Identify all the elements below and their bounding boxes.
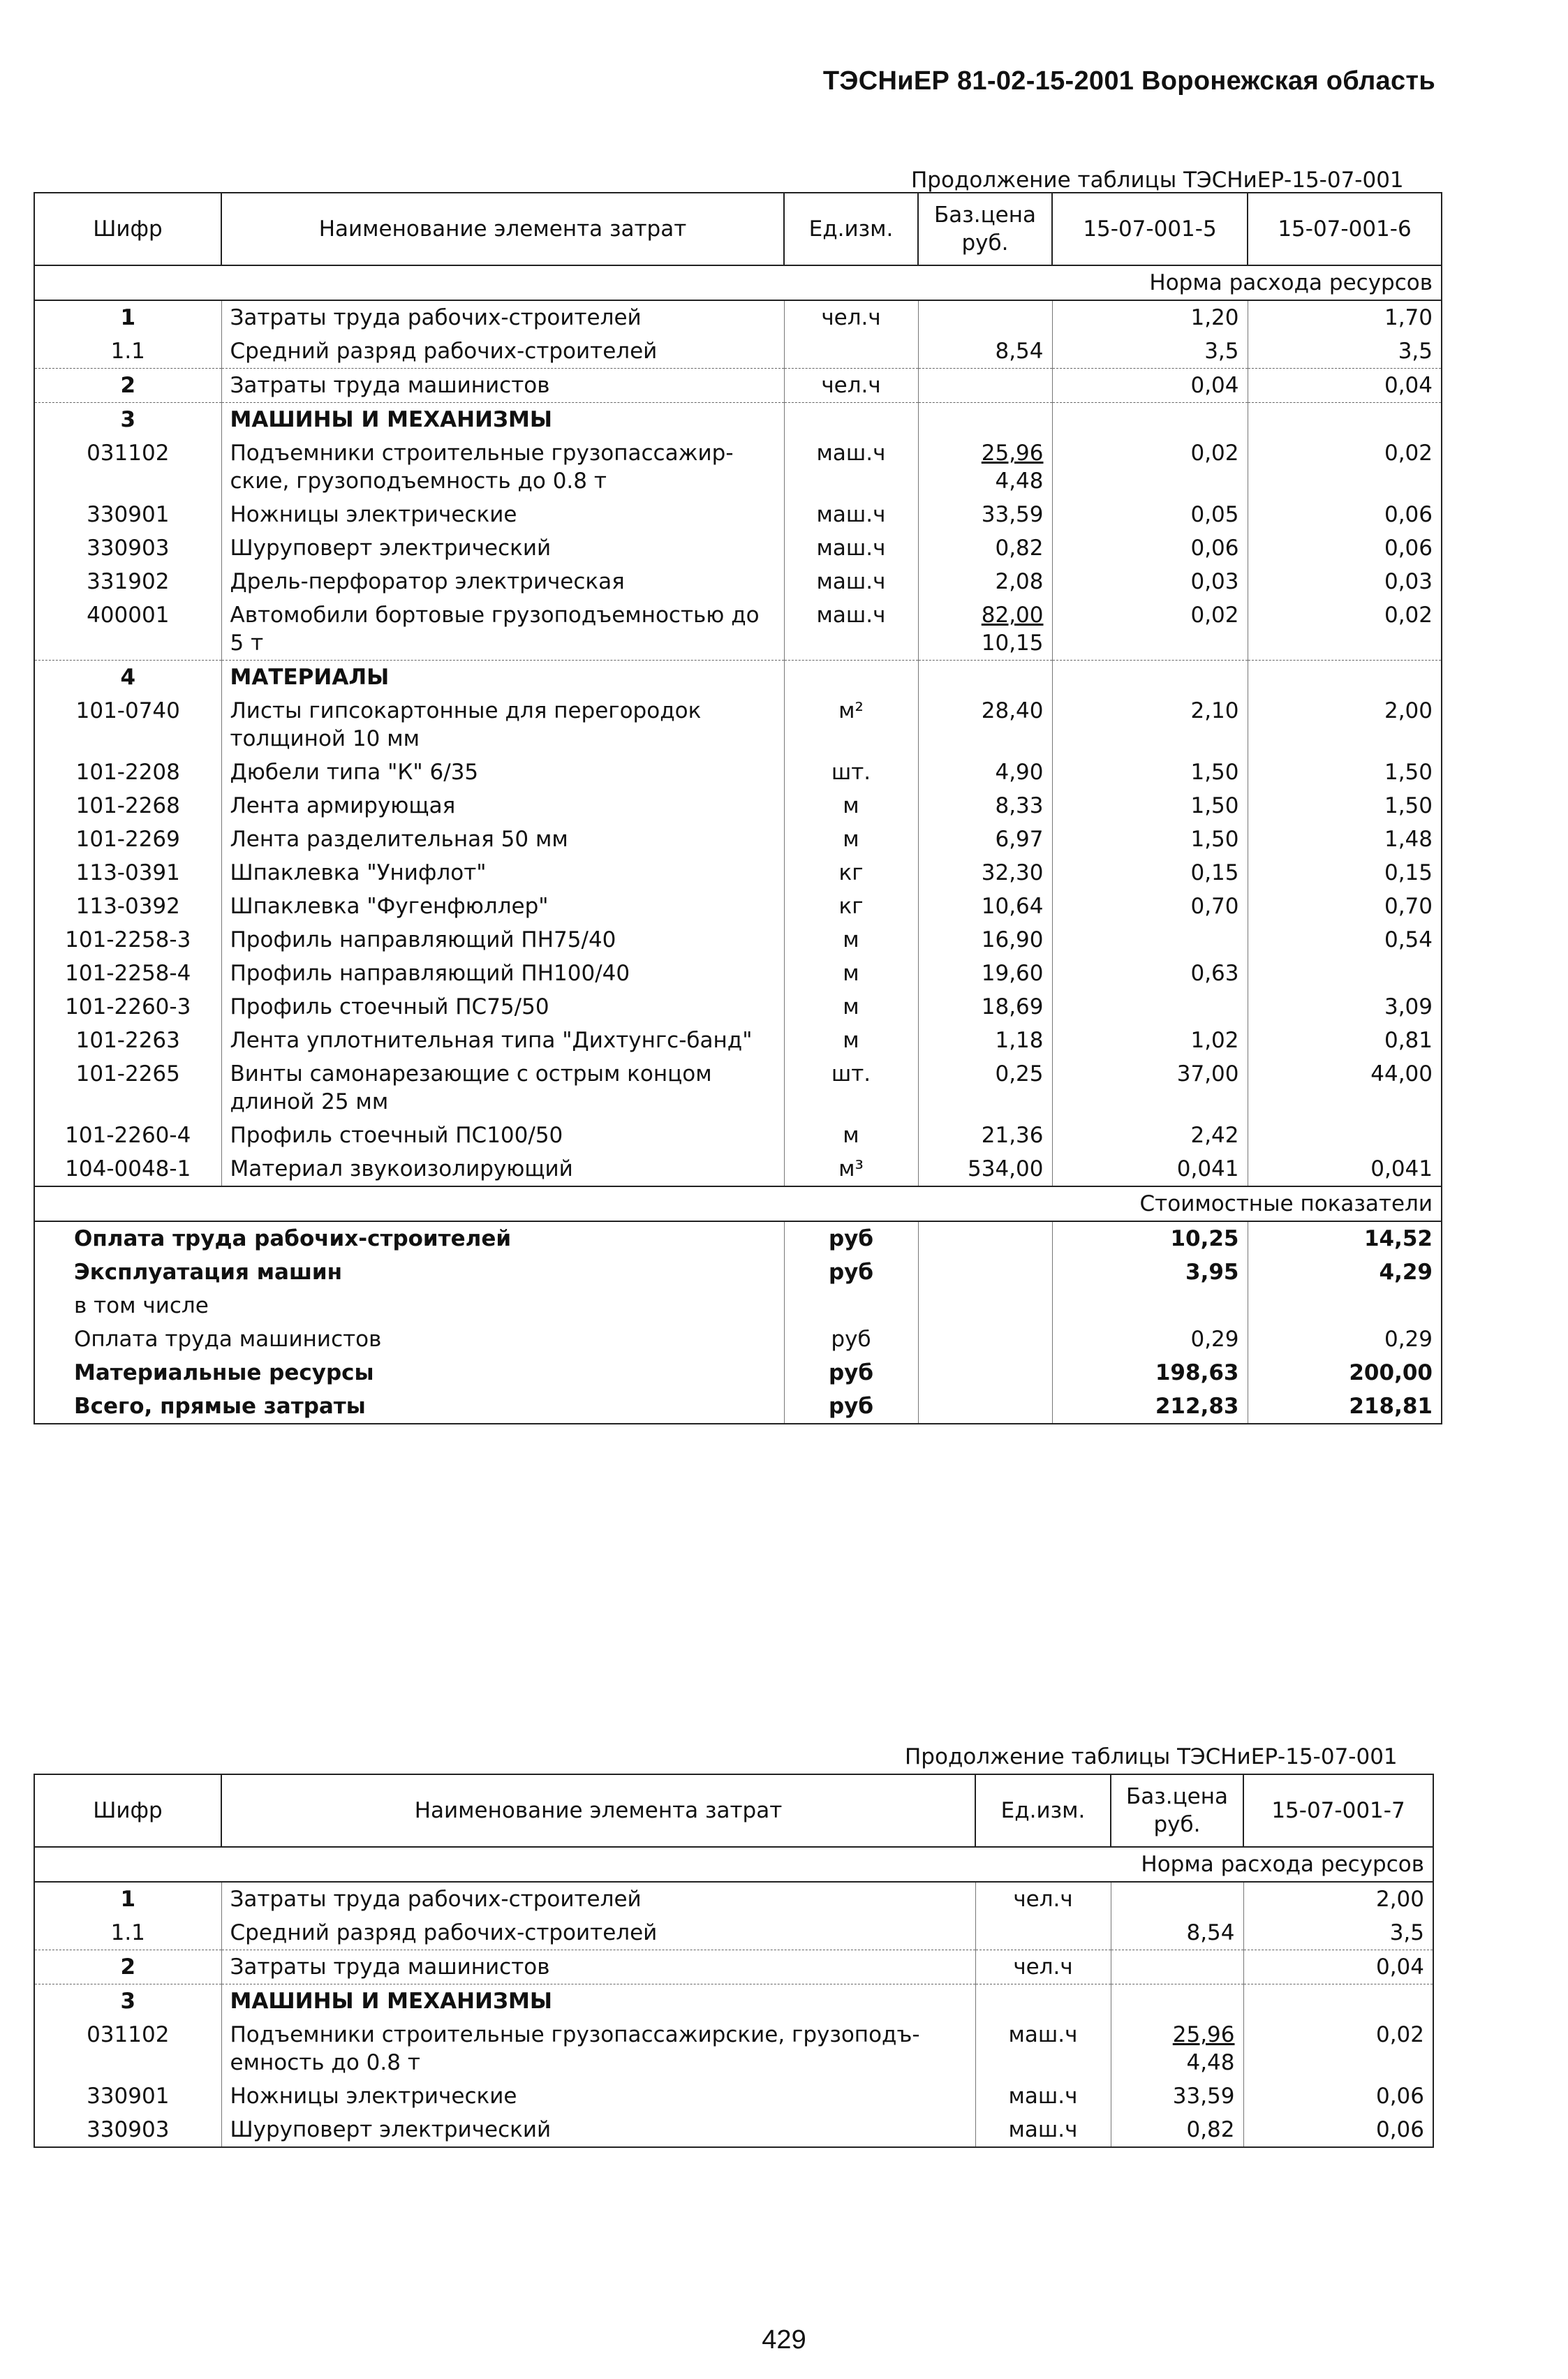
code-cell: 031102 xyxy=(87,441,170,466)
norm-value-cell xyxy=(1243,1984,1433,2019)
code-cell: 101-2265 xyxy=(75,1061,180,1087)
norm-value-cell: 0,06 xyxy=(1248,531,1442,565)
table-row xyxy=(34,300,1442,334)
code-cell: 101-2258-4 xyxy=(65,961,191,986)
norm-value-cell: 1,70 xyxy=(1248,300,1442,334)
norm-value-cell: 0,02 xyxy=(1248,436,1442,498)
column-header: Наименование элемента затрат xyxy=(221,1774,975,1847)
summary-value: 0,29 xyxy=(1248,1323,1442,1356)
unit-cell: м xyxy=(784,923,918,957)
summary-value: 4,29 xyxy=(1248,1255,1442,1289)
base-price-cell xyxy=(918,498,1052,531)
norm-value-cell: 0,04 xyxy=(1243,1950,1433,1984)
code-cell: 113-0392 xyxy=(75,894,180,919)
unit-cell: маш.ч xyxy=(975,2018,1111,2079)
norm-value-cell xyxy=(1248,661,1442,695)
base-price-value: 25,96 xyxy=(1172,2022,1235,2047)
name-cell: Автомобили бортовые грузоподъемностью до 5 т xyxy=(221,598,784,661)
base-price-value: 16,90 xyxy=(981,927,1044,952)
norm-value-cell: 0,15 xyxy=(1248,856,1442,890)
code-cell: 331902 xyxy=(87,569,170,594)
unit-cell: маш.ч xyxy=(784,498,918,531)
norm-value-cell: 1,48 xyxy=(1248,823,1442,856)
unit-cell xyxy=(784,403,918,437)
unit-cell: кг xyxy=(784,890,918,923)
unit-cell: маш.ч xyxy=(784,436,918,498)
summary-value: 0,29 xyxy=(1052,1323,1248,1356)
base-price-value: 82,00 xyxy=(981,603,1044,628)
summary-unit: руб xyxy=(784,1390,918,1424)
norm-value-cell: 0,06 xyxy=(1052,531,1248,565)
base-price-cell xyxy=(918,756,1052,789)
norm-value-cell: 44,00 xyxy=(1248,1057,1442,1119)
summary-unit: руб xyxy=(784,1255,918,1289)
code-cell: 400001 xyxy=(87,603,170,628)
norm-value-cell xyxy=(1248,957,1442,990)
norm-value-cell: 0,02 xyxy=(1248,598,1442,661)
code-cell: 101-2268 xyxy=(75,793,180,818)
table-row xyxy=(34,957,1442,990)
code-cell: 1 xyxy=(120,305,136,330)
unit-cell: чел.ч xyxy=(784,300,918,334)
base-price-cell xyxy=(918,300,1052,334)
norm-value-cell: 2,00 xyxy=(1243,1882,1433,1916)
name-cell: Дрель-перфоратор электрическая xyxy=(221,565,784,598)
code-cell: 101-2260-3 xyxy=(65,994,191,1019)
summary-value xyxy=(1052,1289,1248,1323)
norm-value-cell: 0,02 xyxy=(1052,436,1248,498)
norm-value-cell xyxy=(1052,661,1248,695)
base-price-value: 1,18 xyxy=(995,1028,1044,1053)
summary-value: 218,81 xyxy=(1248,1390,1442,1424)
column-header: Баз.цена руб. xyxy=(1111,1774,1243,1847)
unit-cell: м² xyxy=(784,694,918,756)
summary-unit: руб xyxy=(784,1221,918,1255)
unit-cell: маш.ч xyxy=(784,565,918,598)
base-price-cell xyxy=(918,1057,1052,1119)
base-price-value: 33,59 xyxy=(1172,2084,1235,2109)
name-cell: Затраты труда рабочих-строителей xyxy=(221,1882,975,1916)
base-price-value: 25,96 xyxy=(981,441,1044,466)
unit-cell: шт. xyxy=(784,1057,918,1119)
table-row xyxy=(34,856,1442,890)
base-price-value: 0,25 xyxy=(995,1061,1044,1087)
code-cell: 031102 xyxy=(87,2022,170,2047)
machinist-wage-value: 4,48 xyxy=(995,469,1044,494)
base-price-cell xyxy=(918,436,1052,498)
base-price-cell xyxy=(918,531,1052,565)
unit-cell: чел.ч xyxy=(975,1882,1111,1916)
norm-value-cell: 3,5 xyxy=(1243,1916,1433,1950)
name-cell: МАШИНЫ И МЕХАНИЗМЫ xyxy=(221,403,784,437)
unit-cell: м xyxy=(784,823,918,856)
norm-value-cell: 1,02 xyxy=(1052,1024,1248,1057)
base-price-cell xyxy=(1111,1950,1243,1984)
base-price-value: 2,08 xyxy=(995,569,1044,594)
name-cell: Затраты труда рабочих-строителей xyxy=(221,300,784,334)
code-cell: 330903 xyxy=(87,536,170,561)
unit-cell: м xyxy=(784,990,918,1024)
table-row xyxy=(34,1916,1433,1950)
unit-cell: маш.ч xyxy=(975,2079,1111,2113)
code-cell: 2 xyxy=(34,1950,221,1984)
code-cell: 330901 xyxy=(87,2084,170,2109)
norm-value-cell: 0,70 xyxy=(1052,890,1248,923)
base-price-value: 534,00 xyxy=(968,1156,1044,1181)
unit-cell: маш.ч xyxy=(784,598,918,661)
code-cell: 2 xyxy=(34,369,221,403)
norm-value-cell: 1,50 xyxy=(1052,789,1248,823)
norm-value-cell: 0,03 xyxy=(1052,565,1248,598)
summary-value: 198,63 xyxy=(1052,1356,1248,1390)
name-cell: МАТЕРИАЛЫ xyxy=(221,661,784,695)
norm-value-cell: 0,70 xyxy=(1248,890,1442,923)
base-price-value: 33,59 xyxy=(981,502,1044,527)
base-price-value: 28,40 xyxy=(981,698,1044,723)
unit-cell xyxy=(784,334,918,369)
summary-row xyxy=(34,1255,1442,1289)
base-price-cell xyxy=(918,923,1052,957)
name-cell: Затраты труда машинистов xyxy=(221,1950,975,1984)
norm-value-cell: 37,00 xyxy=(1052,1057,1248,1119)
code-cell: 101-2258-3 xyxy=(65,927,191,952)
table-row xyxy=(34,598,1442,661)
norm-value-cell: 3,5 xyxy=(1248,334,1442,369)
header-row xyxy=(34,193,1442,265)
table-row xyxy=(34,2113,1433,2147)
norm-value-cell: 0,04 xyxy=(1052,369,1248,403)
base-price-cell xyxy=(918,1119,1052,1152)
table-row xyxy=(34,789,1442,823)
summary-value: 10,25 xyxy=(1052,1221,1248,1255)
code-cell: 1.1 xyxy=(110,339,145,364)
table-row xyxy=(34,890,1442,923)
base-price-value: 8,54 xyxy=(995,339,1044,364)
unit-cell: маш.ч xyxy=(975,2113,1111,2147)
table2-caption: Продолжение таблицы ТЭСНиЕР-15-07-001 xyxy=(905,1744,1398,1769)
summary-value xyxy=(1248,1289,1442,1323)
unit-cell: м³ xyxy=(784,1152,918,1186)
base-price-cell xyxy=(918,661,1052,695)
base-price-cell xyxy=(918,565,1052,598)
name-cell: Средний разряд рабочих-строителей xyxy=(221,1916,975,1950)
table-row xyxy=(34,1119,1442,1152)
base-price-value: 0,82 xyxy=(1186,2117,1235,2142)
table-row xyxy=(34,990,1442,1024)
resource-norms-table-2 xyxy=(34,1774,1434,2148)
unit-cell: м xyxy=(784,1119,918,1152)
base-price-value: 8,54 xyxy=(1186,1920,1235,1945)
table-row xyxy=(34,403,1442,437)
norm-label-row xyxy=(34,265,1442,300)
name-cell: Профиль стоечный ПС75/50 xyxy=(221,990,784,1024)
summary-row xyxy=(34,1356,1442,1390)
summary-empty xyxy=(918,1289,1052,1323)
summary-empty xyxy=(918,1323,1052,1356)
name-cell: Лента уплотнительная типа "Дихтунгс-банд" xyxy=(221,1024,784,1057)
cost-label: Стоимостные показатели xyxy=(34,1186,1442,1221)
name-cell: Листы гипсокартонные для перегородок толщиной 10 мм xyxy=(221,694,784,756)
base-price-cell xyxy=(918,990,1052,1024)
name-cell: Ножницы электрические xyxy=(221,2079,975,2113)
base-price-cell xyxy=(1111,1882,1243,1916)
norm-value-cell: 1,50 xyxy=(1052,823,1248,856)
unit-cell: шт. xyxy=(784,756,918,789)
norm-value-cell: 3,09 xyxy=(1248,990,1442,1024)
summary-row xyxy=(34,1390,1442,1424)
summary-row xyxy=(34,1323,1442,1356)
table-row xyxy=(34,661,1442,695)
norm-value-cell: 3,5 xyxy=(1052,334,1248,369)
resource-norms-table-1 xyxy=(34,192,1442,1424)
base-price-cell xyxy=(918,598,1052,661)
norm-value-cell: 0,05 xyxy=(1052,498,1248,531)
table-row xyxy=(34,1057,1442,1119)
name-cell: Лента разделительная 50 мм xyxy=(221,823,784,856)
base-price-value: 0,82 xyxy=(995,536,1044,561)
norm-value-cell: 1,50 xyxy=(1248,756,1442,789)
unit-cell xyxy=(975,1916,1111,1950)
summary-label: Материальные ресурсы xyxy=(74,1360,374,1385)
unit-cell xyxy=(784,661,918,695)
summary-value: 3,95 xyxy=(1052,1255,1248,1289)
summary-unit: руб xyxy=(784,1356,918,1390)
column-header: Ед.изм. xyxy=(784,193,918,265)
name-cell: Подъемники строительные грузопассажирские, грузоподъ-емность до 0.8 т xyxy=(221,2018,975,2079)
unit-cell: кг xyxy=(784,856,918,890)
base-price-cell xyxy=(918,789,1052,823)
norm-label: Норма расхода ресурсов xyxy=(34,265,1442,300)
base-price-cell xyxy=(918,1152,1052,1186)
name-cell: Ножницы электрические xyxy=(221,498,784,531)
code-cell: 3 xyxy=(34,403,221,437)
norm-value-cell: 0,03 xyxy=(1248,565,1442,598)
column-header: Наименование элемента затрат xyxy=(221,193,784,265)
code-cell: 101-2269 xyxy=(75,827,180,852)
summary-empty xyxy=(918,1221,1052,1255)
base-price-value: 21,36 xyxy=(981,1123,1044,1148)
column-header: 15-07-001-6 xyxy=(1248,193,1442,265)
name-cell: Шпаклевка "Фугенфюллер" xyxy=(221,890,784,923)
norm-value-cell: 0,04 xyxy=(1248,369,1442,403)
column-header: Ед.изм. xyxy=(975,1774,1111,1847)
table-row xyxy=(34,1984,1433,2019)
column-header: 15-07-001-7 xyxy=(1243,1774,1433,1847)
base-price-value: 18,69 xyxy=(981,994,1044,1019)
norm-value-cell xyxy=(1052,923,1248,957)
norm-value-cell: 0,02 xyxy=(1052,598,1248,661)
norm-value-cell: 0,15 xyxy=(1052,856,1248,890)
document-header: ТЭСНиЕР 81-02-15-2001 Воронежская область xyxy=(822,66,1435,96)
summary-unit: руб xyxy=(784,1323,918,1356)
name-cell: МАШИНЫ И МЕХАНИЗМЫ xyxy=(221,1984,975,2019)
table1-caption: Продолжение таблицы ТЭСНиЕР-15-07-001 xyxy=(911,168,1404,193)
unit-cell: м xyxy=(784,1024,918,1057)
norm-value-cell: 0,06 xyxy=(1243,2113,1433,2147)
summary-label: в том числе xyxy=(74,1293,209,1318)
code-cell: 101-2208 xyxy=(75,760,180,785)
code-cell: 113-0391 xyxy=(75,860,180,885)
name-cell: Профиль направляющий ПН75/40 xyxy=(221,923,784,957)
norm-value-cell: 0,041 xyxy=(1248,1152,1442,1186)
unit-cell xyxy=(975,1984,1111,2019)
summary-unit xyxy=(784,1289,918,1323)
code-cell: 3 xyxy=(34,1984,221,2019)
table-row xyxy=(34,923,1442,957)
norm-value-cell xyxy=(1248,1119,1442,1152)
norm-value-cell: 0,06 xyxy=(1243,2079,1433,2113)
base-price-cell xyxy=(918,334,1052,369)
machinist-wage-value: 4,48 xyxy=(1186,2050,1235,2075)
base-price-cell xyxy=(1111,1984,1243,2019)
norm-value-cell: 0,54 xyxy=(1248,923,1442,957)
base-price-cell xyxy=(1111,1916,1243,1950)
summary-value: 14,52 xyxy=(1248,1221,1442,1255)
norm-value-cell: 2,10 xyxy=(1052,694,1248,756)
column-header: Баз.цена руб. xyxy=(918,193,1052,265)
table-row xyxy=(34,334,1442,369)
norm-value-cell: 2,42 xyxy=(1052,1119,1248,1152)
name-cell: Профиль стоечный ПС100/50 xyxy=(221,1119,784,1152)
table-row xyxy=(34,1950,1433,1984)
name-cell: Лента армирующая xyxy=(221,789,784,823)
code-cell: 330903 xyxy=(87,2117,170,2142)
base-price-cell xyxy=(918,823,1052,856)
base-price-cell xyxy=(1111,2113,1243,2147)
table-row xyxy=(34,694,1442,756)
unit-cell: чел.ч xyxy=(975,1950,1111,1984)
code-cell: 101-0740 xyxy=(75,698,180,723)
norm-value-cell: 1,50 xyxy=(1248,789,1442,823)
summary-label: Эксплуатация машин xyxy=(74,1260,343,1285)
norm-value-cell: 2,00 xyxy=(1248,694,1442,756)
base-price-value: 19,60 xyxy=(981,961,1044,986)
name-cell: Подъемники строительные грузопассажир-ские, грузоподъемность до 0.8 т xyxy=(221,436,784,498)
base-price-cell xyxy=(918,694,1052,756)
base-price-cell xyxy=(918,403,1052,437)
table-row xyxy=(34,1882,1433,1916)
code-cell: 101-2260-4 xyxy=(65,1123,191,1148)
summary-label: Всего, прямые затраты xyxy=(74,1394,366,1419)
base-price-cell xyxy=(918,957,1052,990)
table-row xyxy=(34,436,1442,498)
norm-label: Норма расхода ресурсов xyxy=(34,1847,1433,1882)
base-price-value: 6,97 xyxy=(995,827,1044,852)
base-price-value: 10,64 xyxy=(981,894,1044,919)
column-header: 15-07-001-5 xyxy=(1052,193,1248,265)
unit-cell: м xyxy=(784,957,918,990)
summary-value: 200,00 xyxy=(1248,1356,1442,1390)
summary-label: Оплата труда рабочих-строителей xyxy=(74,1226,512,1251)
table-row xyxy=(34,2018,1433,2079)
unit-cell: м xyxy=(784,789,918,823)
summary-empty xyxy=(918,1356,1052,1390)
code-cell: 1.1 xyxy=(110,1920,145,1945)
base-price-cell xyxy=(918,890,1052,923)
norm-value-cell: 0,63 xyxy=(1052,957,1248,990)
name-cell: Средний разряд рабочих-строителей xyxy=(221,334,784,369)
unit-cell: маш.ч xyxy=(784,531,918,565)
summary-label: Оплата труда машинистов xyxy=(74,1327,382,1352)
header-row xyxy=(34,1774,1433,1847)
base-price-value: 8,33 xyxy=(995,793,1044,818)
code-cell: 101-2263 xyxy=(75,1028,180,1053)
name-cell: Шуруповерт электрический xyxy=(221,531,784,565)
code-cell: 104-0048-1 xyxy=(65,1156,191,1181)
name-cell: Затраты труда машинистов xyxy=(221,369,784,403)
norm-value-cell: 0,81 xyxy=(1248,1024,1442,1057)
summary-empty xyxy=(918,1255,1052,1289)
base-price-cell xyxy=(1111,2079,1243,2113)
name-cell: Винты самонарезающие с острым концом длиной 25 мм xyxy=(221,1057,784,1119)
page-number: 429 xyxy=(762,2325,806,2355)
base-price-cell xyxy=(918,856,1052,890)
norm-value-cell xyxy=(1248,403,1442,437)
norm-value-cell xyxy=(1052,990,1248,1024)
column-header: Шифр xyxy=(34,1774,221,1847)
code-cell: 330901 xyxy=(87,502,170,527)
table-row xyxy=(34,1024,1442,1057)
summary-empty xyxy=(918,1390,1052,1424)
machinist-wage-value: 10,15 xyxy=(981,631,1044,656)
name-cell: Профиль направляющий ПН100/40 xyxy=(221,957,784,990)
norm-value-cell xyxy=(1052,403,1248,437)
table-row xyxy=(34,823,1442,856)
cost-label-row xyxy=(34,1186,1442,1221)
table-row xyxy=(34,2079,1433,2113)
code-cell: 1 xyxy=(120,1887,136,1912)
norm-value-cell: 0,06 xyxy=(1248,498,1442,531)
base-price-value: 32,30 xyxy=(981,860,1044,885)
summary-row xyxy=(34,1221,1442,1255)
column-header: Шифр xyxy=(34,193,221,265)
name-cell: Дюбели типа "К" 6/35 xyxy=(221,756,784,789)
norm-value-cell: 0,041 xyxy=(1052,1152,1248,1186)
code-cell: 4 xyxy=(34,661,221,695)
norm-value-cell: 0,02 xyxy=(1243,2018,1433,2079)
table-row xyxy=(34,531,1442,565)
table-row xyxy=(34,1152,1442,1186)
norm-label-row xyxy=(34,1847,1433,1882)
base-price-value: 4,90 xyxy=(995,760,1044,785)
table-row xyxy=(34,756,1442,789)
norm-value-cell: 1,50 xyxy=(1052,756,1248,789)
summary-row xyxy=(34,1289,1442,1323)
name-cell: Материал звукоизолирующий xyxy=(221,1152,784,1186)
base-price-cell xyxy=(918,1024,1052,1057)
table-row xyxy=(34,369,1442,403)
table-row xyxy=(34,565,1442,598)
unit-cell: чел.ч xyxy=(784,369,918,403)
summary-value: 212,83 xyxy=(1052,1390,1248,1424)
name-cell: Шуруповерт электрический xyxy=(221,2113,975,2147)
name-cell: Шпаклевка "Унифлот" xyxy=(221,856,784,890)
norm-value-cell: 1,20 xyxy=(1052,300,1248,334)
base-price-cell xyxy=(1111,2018,1243,2079)
base-price-cell xyxy=(918,369,1052,403)
table-row xyxy=(34,498,1442,531)
